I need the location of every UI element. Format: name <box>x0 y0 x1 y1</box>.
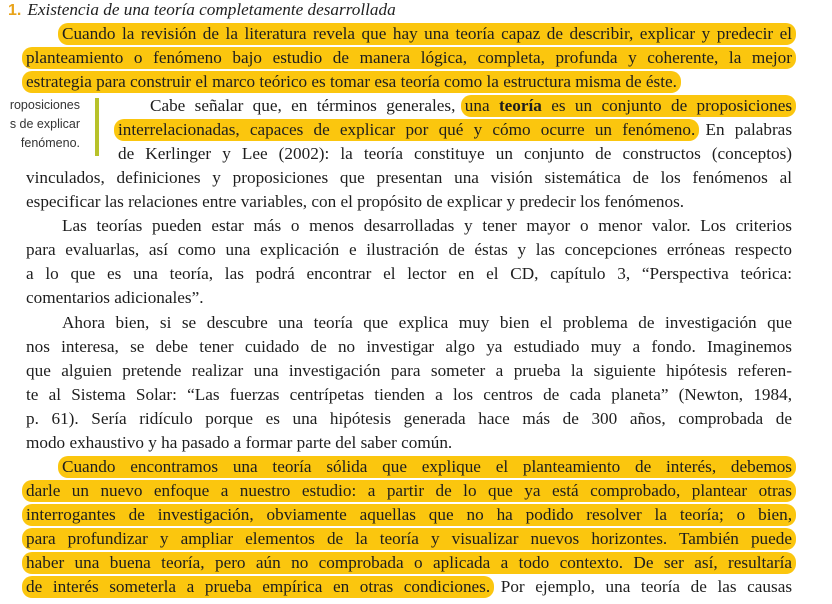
paragraph-2-line-4: vinculados, definiciones y proposiciones que presentan una visión sistemática de los fenómenos al <box>26 168 792 187</box>
highlight: darle un nuevo enfoque a nuestro estudio: a partir de lo que ya está comprobado, plantear otras <box>22 480 796 502</box>
section-heading <box>8 0 396 20</box>
paragraph-2-line-1: Cabe señalar que, en términos generales, una teoría es un conjunto de proposiciones <box>150 96 792 118</box>
paragraph-3-line-3: a lo que es una teoría, las podrá encontrar el lector en el CD, capítulo 3, “Perspectiva teórica: <box>26 264 792 283</box>
paragraph-3-line-1: Las teorías pueden estar más o menos desarrolladas y tener mayor o menor valor. Los criterios <box>62 216 792 235</box>
paragraph-2-line-5: especificar las relaciones entre variables, con el propósito de explicar y predecir los fenómenos. <box>26 192 685 211</box>
highlight: estrategia para construir el marco teórico es tomar esa teoría como la estructura misma de éste. <box>22 71 681 93</box>
margin-note-line: fenómeno. <box>20 136 80 150</box>
highlight: Cuando la revisión de la literatura revela que hay una teoría capaz de describir, explicar y predecir el <box>58 23 796 45</box>
paragraph-5-line-3 <box>26 505 792 527</box>
section-title: Existencia de una teoría completamente desarrollada <box>27 0 396 19</box>
margin-note-bar <box>95 98 99 156</box>
paragraph-5-line-5 <box>26 553 792 575</box>
paragraph-4-line-6: modo exhaustivo y ha pasado a formar parte del saber común. <box>26 433 453 452</box>
section-number: 1. <box>8 2 22 19</box>
paragraph-5-line-1 <box>62 457 792 479</box>
paragraph-3-line-4: comentarios adicionales”. <box>26 288 204 307</box>
margin-note-line: s de explicar <box>9 117 80 131</box>
highlight: para profundizar y ampliar elementos de la teoría y visualizar nuevos horizontes. También puede <box>22 528 796 550</box>
margin-note <box>0 96 80 153</box>
paragraph-4-line-5: p. 61). Sería ridículo porque es una hipótesis generada hace más de 300 años, comprobada de <box>26 409 792 428</box>
highlight: planteamiento o fenómeno bajo estudio de manera lógica, completa, profunda y coherente, la mejor <box>22 47 796 69</box>
paragraph-1-line-3 <box>26 72 792 94</box>
paragraph-5-line-2 <box>26 481 792 503</box>
highlight: Cuando encontramos una teoría sólida que explique el planteamiento de interés, debemos <box>58 456 796 478</box>
bold-term: teoría <box>498 96 542 115</box>
paragraph-5-line-4 <box>26 529 792 551</box>
paragraph-1-line-2 <box>26 48 792 70</box>
paragraph-5-line-6: de interés someterla a prueba empírica en otras condiciones. Por ejemplo, una teoría de las causas <box>26 577 792 599</box>
highlight: haber una buena teoría, pero aún no comprobada o aplicada a todo contexto. De ser así, resultaría <box>22 552 796 574</box>
paragraph-4-line-3: que alguien pretende realizar una investigación para someter a prueba la siguiente hipótesis referen- <box>26 361 792 380</box>
paragraph-1-line-1 <box>62 24 792 46</box>
paragraph-4-line-1: Ahora bien, si se descubre una teoría que explica muy bien el problema de investigación que <box>62 313 792 332</box>
paragraph-2-line-3: de Kerlinger y Lee (2002): la teoría constituye un conjunto de constructos (conceptos) <box>118 144 792 163</box>
highlight: interrogantes de investigación, obviamente aquellas que no ha podido resolver la teoría; o bien, <box>22 504 796 526</box>
paragraph-4-line-4: te al Sistema Solar: “Las fuerzas centrípetas tienden a los centros de cada planeta” (Newton, 1984, <box>26 385 792 404</box>
paragraph-2-line-2: interrelacionadas, capaces de explicar por qué y cómo ocurre un fenómeno. En palabras <box>118 120 792 142</box>
highlight: interrelacionadas, capaces de explicar por qué y cómo ocurre un fenómeno. <box>114 119 699 141</box>
margin-note-line: roposiciones <box>9 98 80 112</box>
highlight: de interés someterla a prueba empírica en otras condiciones. <box>22 576 494 598</box>
highlight: una teoría es un conjunto de proposiciones <box>461 95 796 117</box>
paragraph-4-line-2: nos interesa, se debe tener cuidado de no investigar algo ya estudiado muy a fondo. Imaginemos <box>26 337 792 356</box>
paragraph-3-line-2: para evaluarlas, así como una explicación e ilustración de éstas y las concepciones erróneas respecto <box>26 240 792 259</box>
